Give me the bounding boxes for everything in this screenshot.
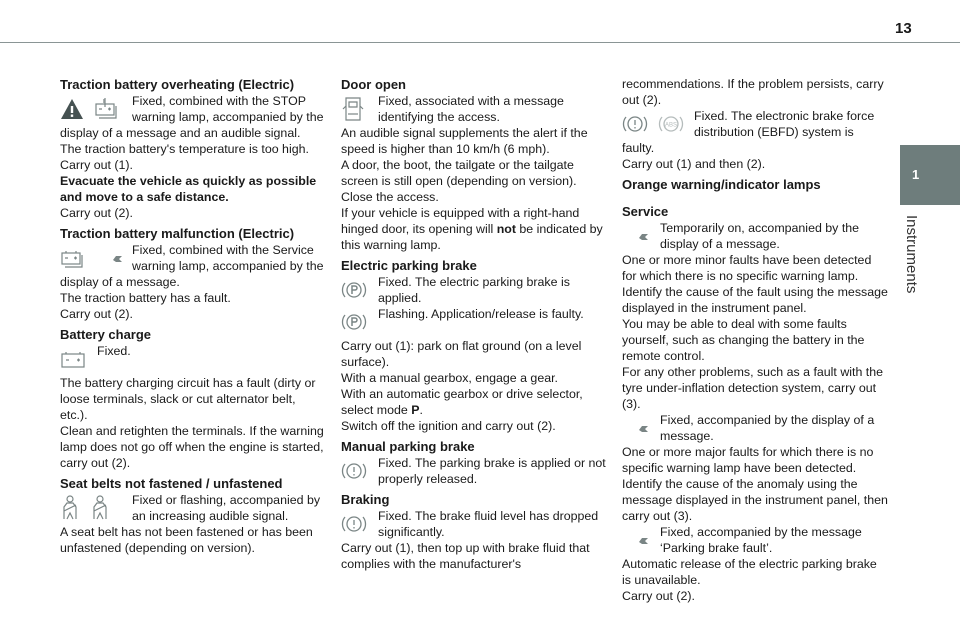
lamp-icons [341, 455, 378, 487]
warning-lamp-entry [60, 492, 326, 524]
wrench-service-icon [622, 229, 650, 243]
lamp-description: Fixed, accompanied by the message ‘Parking brake fault’. [660, 525, 862, 555]
section-heading: Orange warning/indicator lamps [622, 177, 821, 192]
lamp-icons [60, 492, 132, 524]
battery-icon [60, 349, 86, 369]
lamp-icons [622, 220, 660, 252]
paragraph: Carry out (2). [622, 589, 695, 603]
paragraph: An audible signal supplements the alert if the speed is higher than 10 km/h (6 mph). [341, 126, 588, 156]
brake-icon [341, 513, 367, 535]
warning-lamp-entry [341, 274, 607, 306]
lamp-icons [622, 412, 660, 444]
abs-icon [658, 113, 684, 135]
paragraph: One or more minor faults have been detected for which there is no specific warning lamp. [622, 253, 872, 283]
warning-lamp-entry [622, 220, 888, 252]
paragraph: With a manual gearbox, engage a gear. [341, 371, 558, 385]
paragraph: Carry out (2). [60, 307, 133, 321]
spacer [622, 193, 888, 199]
section-heading: Traction battery malfunction (Electric) [60, 226, 295, 241]
section-heading: Battery charge [60, 327, 152, 342]
parking-brake-icon [341, 311, 367, 333]
section-heading: Door open [341, 77, 406, 92]
lamp-description: Fixed, combined with the Service warning lamp, accompanied by the display of a message. [60, 243, 324, 289]
lamp-icons [60, 242, 132, 274]
chapter-title: Instruments [903, 215, 920, 294]
paragraph: Clean and retighten the terminals. If the warning lamp does not go off when the engine is started, carry out (2). [60, 424, 324, 470]
paragraph: Evacuate the vehicle as quickly as possible and move to a safe distance. [60, 174, 317, 204]
section-heading: Manual parking brake [341, 439, 475, 454]
lamp-description: Fixed. The electronic brake force distribution (EBFD) system is faulty. [622, 109, 875, 155]
warning-lamp-entry [341, 508, 607, 540]
lamp-icons [60, 93, 132, 125]
paragraph: A seat belt has not been fastened or has been unfastened (depending on version). [60, 525, 313, 555]
lamp-description: Fixed. The electric parking brake is applied. [378, 275, 570, 305]
seatbelt-icon [90, 495, 110, 521]
paragraph: Carry out (2). [60, 206, 133, 220]
lamp-description: Fixed. The parking brake is applied or not properly released. [378, 456, 606, 486]
warning-lamp-entry [622, 524, 888, 556]
wrench-service-icon [622, 533, 650, 547]
lamp-description: Fixed, combined with the STOP warning lamp, accompanied by the display of a message and an audible signal. [60, 94, 324, 140]
paragraph: Identify the cause of the anomaly using the message displayed in the instrument panel, then carry out (3). [622, 477, 888, 523]
paragraph: recommendations. If the problem persists, carry out (2). [622, 77, 884, 107]
warning-lamp-entry [60, 242, 326, 290]
text-run: If your vehicle is equipped with a right-hand hinged door, its opening will [341, 206, 580, 236]
door-open-icon [341, 96, 365, 122]
battery-fault-icon [60, 246, 86, 270]
text-run: With an automatic gearbox or drive selector, select mode [341, 387, 583, 417]
paragraph: A door, the boot, the tailgate or the tailgate screen is still open (depending on version). [341, 158, 577, 188]
section-heading: Seat belts not fastened / unfastened [60, 476, 283, 491]
battery-temperature-icon [94, 97, 120, 121]
lamp-description: Flashing. Application/release is faulty. [378, 307, 584, 321]
warning-lamp-entry [341, 93, 607, 125]
paragraph: The battery charging circuit has a fault (dirty or loose terminals, slack or cut alternator belt, etc.). [60, 376, 316, 422]
lamp-icons [622, 108, 694, 140]
paragraph [341, 205, 607, 253]
paragraph [341, 386, 607, 418]
warning-triangle-icon [60, 98, 84, 120]
column-1 [60, 76, 326, 556]
header-rule [0, 42, 960, 43]
lamp-description: Fixed, accompanied by the display of a message. [660, 413, 875, 443]
text-run: not [496, 222, 516, 236]
text-run: . [419, 403, 423, 417]
lamp-description: Fixed or flashing, accompanied by an increasing audible signal. [132, 493, 321, 523]
warning-lamp-entry [622, 412, 888, 444]
svg-text:ABS: ABS [664, 122, 678, 129]
paragraph: Identify the cause of the fault using the message displayed in the instrument panel. [622, 285, 888, 315]
paragraph: Carry out (1): park on flat ground (on a level surface). [341, 339, 582, 369]
lamp-description: Fixed. [97, 344, 131, 358]
lamp-icons [341, 306, 378, 338]
seatbelt-icon [60, 495, 80, 521]
section-heading: Braking [341, 492, 390, 507]
paragraph: Close the access. [341, 190, 439, 204]
parking-brake-icon [341, 279, 367, 301]
wrench-service-icon [96, 251, 124, 265]
chapter-tab[interactable] [900, 145, 960, 205]
section-heading: Traction battery overheating (Electric) [60, 77, 295, 92]
brake-icon [341, 460, 367, 482]
paragraph: You may be able to deal with some faults yourself, such as changing the battery in the remote control. [622, 317, 865, 363]
lamp-icons [341, 274, 378, 306]
section-heading: Service [622, 204, 669, 219]
warning-lamp-entry [622, 108, 888, 156]
paragraph: Carry out (1). [60, 158, 133, 172]
paragraph: One or more major faults for which there is no specific warning lamp have been detected. [622, 445, 874, 475]
paragraph: The traction battery's temperature is too high. [60, 142, 309, 156]
lamp-description: Temporarily on, accompanied by the display of a message. [660, 221, 860, 251]
brake-icon [622, 113, 648, 135]
paragraph: Carry out (1) and then (2). [622, 157, 766, 171]
text-run: P [411, 403, 420, 417]
paragraph: Carry out (1), then top up with brake fluid that complies with the manufacturer's [341, 541, 590, 571]
lamp-icons [60, 343, 97, 375]
text-run: be indicated by this warning lamp. [341, 222, 603, 252]
lamp-description: Fixed. The brake fluid level has dropped significantly. [378, 509, 599, 539]
column-2 [341, 76, 607, 572]
warning-lamp-entry [60, 343, 326, 375]
lamp-description: Fixed, associated with a message identifying the access. [378, 94, 564, 124]
wrench-service-icon [622, 421, 650, 435]
paragraph: Automatic release of the electric parking brake is unavailable. [622, 557, 877, 587]
warning-lamp-entry [60, 93, 326, 141]
section-heading: Electric parking brake [341, 258, 477, 273]
paragraph: For any other problems, such as a fault with the tyre under-inflation detection system, carry out (3). [622, 365, 884, 411]
warning-lamp-entry [341, 306, 607, 338]
warning-lamp-entry [341, 455, 607, 487]
page-number: 13 [895, 20, 912, 37]
lamp-icons [341, 93, 378, 125]
paragraph: Switch off the ignition and carry out (2). [341, 419, 556, 433]
chapter-number: 1 [912, 167, 920, 182]
column-3 [622, 76, 888, 604]
lamp-icons [341, 508, 378, 540]
lamp-icons [622, 524, 660, 556]
paragraph: The traction battery has a fault. [60, 291, 231, 305]
